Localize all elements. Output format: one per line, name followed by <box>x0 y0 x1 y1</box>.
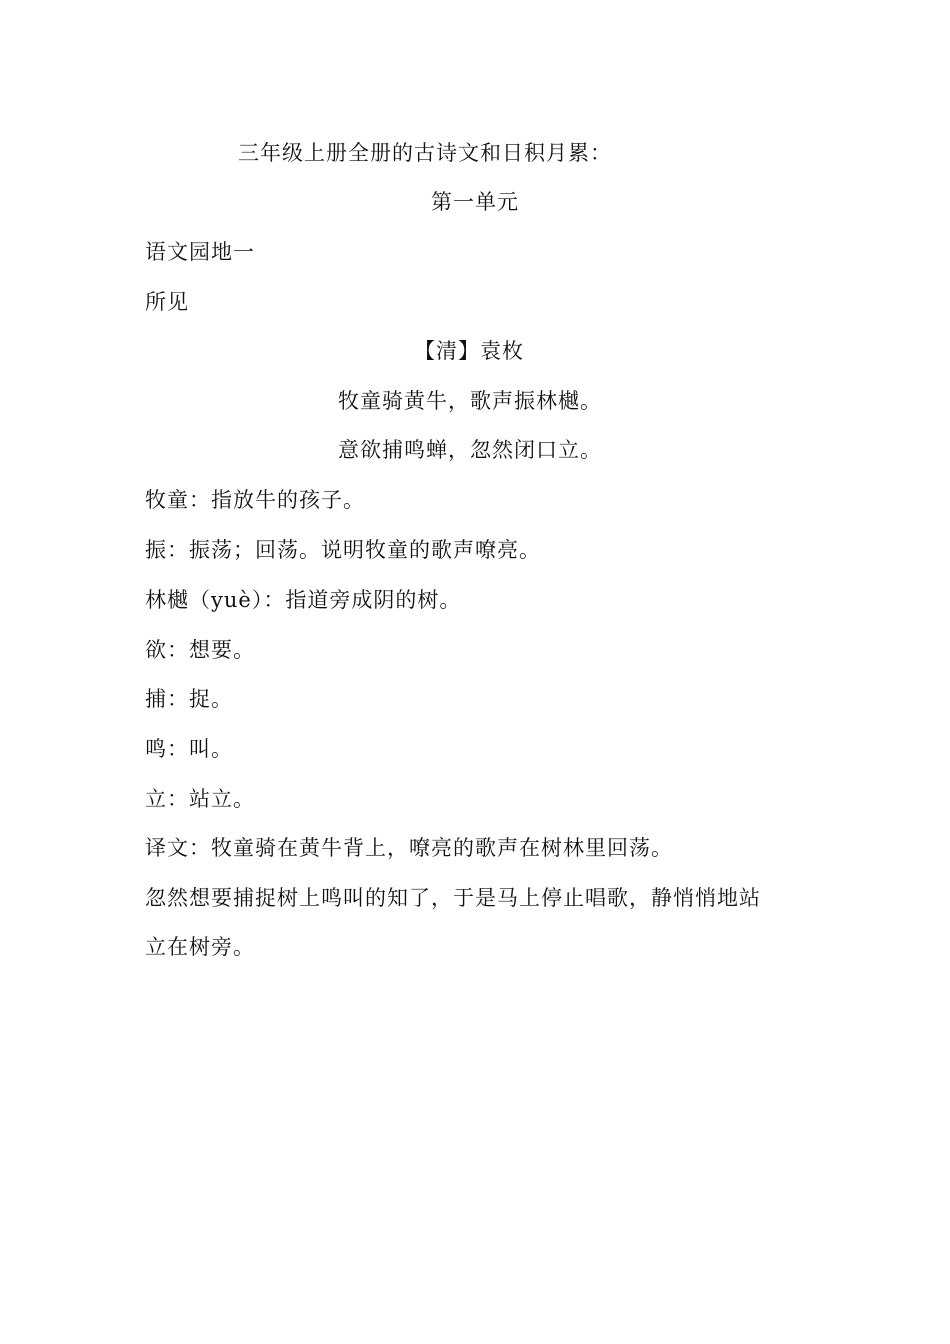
note-line: 林樾（yuè）：指道旁成阴的树。 <box>145 588 462 612</box>
poem-author: 【清】袁枚 <box>414 339 524 363</box>
note-line: 立：站立。 <box>145 787 255 811</box>
document-title: 三年级上册全册的古诗文和日积月累： <box>238 141 612 165</box>
poem-line: 意欲捕鸣蝉，忽然闭口立。 <box>338 438 602 462</box>
translation-line: 译文：牧童骑在黄牛背上，嘹亮的歌声在树林里回荡。 <box>145 836 673 860</box>
note-line: 振：振荡；回荡。说明牧童的歌声嘹亮。 <box>145 538 541 562</box>
note-line: 牧童：指放牛的孩子。 <box>145 488 365 512</box>
poem-title: 所见 <box>145 290 189 314</box>
unit-heading: 第一单元 <box>431 190 519 214</box>
note-line: 鸣：叫。 <box>145 737 233 761</box>
note-line: 捕：捉。 <box>145 687 233 711</box>
translation-line: 立在树旁。 <box>145 935 255 959</box>
poem-line: 牧童骑黄牛，歌声振林樾。 <box>338 389 602 413</box>
section-heading: 语文园地一 <box>145 240 255 264</box>
note-line: 欲：想要。 <box>145 638 255 662</box>
translation-line: 忽然想要捕捉树上鸣叫的知了，于是马上停止唱歌，静悄悄地站 <box>145 886 761 910</box>
